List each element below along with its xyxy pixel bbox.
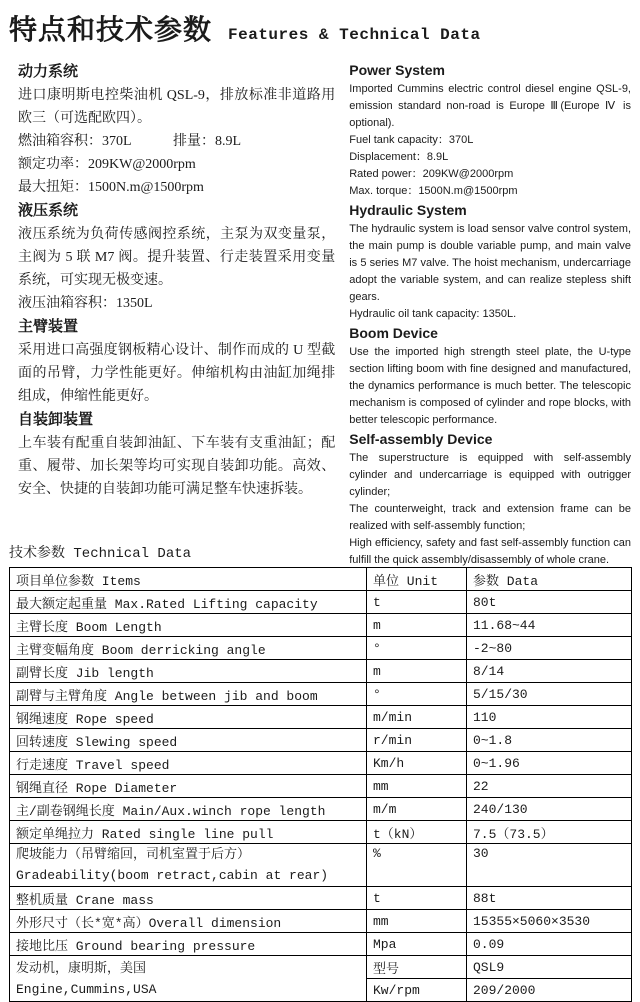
table-row (10, 637, 632, 660)
section-heading-hydraulic-zh: 液压系统 (18, 203, 79, 219)
section-paragraph: 进口康明斯电控柴油机 QSL-9，排放标准非道路用欧三（可选配欧四）。 (18, 88, 336, 126)
unit-cell: 型号 (367, 956, 467, 979)
item-cell (10, 844, 367, 887)
table-row (10, 614, 632, 637)
section-heading-hydraulic-en: Hydraulic System (349, 202, 467, 218)
page-header (9, 6, 631, 52)
unit-cell: m (367, 660, 467, 683)
section-paragraph: Max. torque：1500N.m@1500rpm (349, 185, 518, 197)
table-row (10, 775, 632, 798)
item-cell: 主臂变幅角度 Boom derricking angle (10, 637, 367, 660)
data-cell: 15355×5060×3530 (467, 910, 632, 933)
unit-cell: % (367, 844, 467, 887)
technical-data-table (9, 567, 632, 1002)
item-cell: 主臂长度 Boom Length (10, 614, 367, 637)
section-paragraph: 最大扭矩：1500N.m@1500rpm (18, 180, 204, 195)
table-row (10, 821, 632, 844)
item-line-en: Gradeability(boom retract,cabin at rear) (16, 868, 329, 883)
item-line-zh: 爬坡能力（吊臂缩回，司机室置于后方） (16, 847, 251, 862)
item-cell: 钢绳速度 Rope speed (10, 706, 367, 729)
data-cell: 11.68~44 (467, 614, 632, 637)
table-row (10, 752, 632, 775)
item-cell: 钢绳直径 Rope Diameter (10, 775, 367, 798)
section-paragraph: Hydraulic oil tank capacity: 1350L. (349, 308, 517, 320)
data-cell: 0.09 (467, 933, 632, 956)
table-row-engine (10, 956, 632, 979)
unit-cell: m/min (367, 706, 467, 729)
section-heading-boom-zh: 主臂装置 (18, 319, 79, 335)
data-cell: 8/14 (467, 660, 632, 683)
table-row (10, 798, 632, 821)
unit-cell: t (367, 591, 467, 614)
features-right-column (349, 60, 631, 566)
item-line-en: Engine,Cummins,USA (16, 981, 157, 997)
data-cell: 5/15/30 (467, 683, 632, 706)
section-paragraph: 燃油箱容积：370L 排量：8.9L (18, 134, 242, 149)
table-row (10, 887, 632, 910)
item-line-zh: 发动机，康明斯，美国 (16, 960, 147, 976)
section-paragraph: Use the imported high strength steel plate, the U-type section lifting boom with fine designed and manufactured, the dynamics performance is much better. The telescopic mechanism is composed of cylinder and rope blocks, with better telescopic performance. (349, 346, 631, 426)
item-cell-engine (10, 956, 367, 1002)
table-row (10, 729, 632, 752)
table-row (10, 683, 632, 706)
item-cell: 主/副卷钢绳长度 Main/Aux.winch rope length (10, 798, 367, 821)
unit-cell: Mpa (367, 933, 467, 956)
unit-cell: m/m (367, 798, 467, 821)
data-cell: 88t (467, 887, 632, 910)
unit-cell: t（kN） (367, 821, 467, 844)
item-cell: 整机质量 Crane mass (10, 887, 367, 910)
section-paragraph: 额定功率：209KW@2000rpm (18, 157, 196, 172)
item-cell: 接地比压 Ground bearing pressure (10, 933, 367, 956)
table-row (10, 660, 632, 683)
header-unit: 单位 Unit (367, 568, 467, 591)
section-paragraph: Imported Cummins electric control diesel engine QSL-9, emission standard non-road is Europe Ⅲ(Europe Ⅳ is optional). (349, 83, 631, 129)
item-cell: 副臂与主臂角度 Angle between jib and boom (10, 683, 367, 706)
section-paragraph: Fuel tank capacity：370L (349, 134, 474, 146)
page-title: 特点和技术参数 (9, 14, 213, 45)
unit-cell: Kw/rpm (367, 979, 467, 1002)
section-heading-selfassembly-zh: 自装卸装置 (18, 412, 94, 428)
item-cell: 行走速度 Travel speed (10, 752, 367, 775)
section-paragraph: High efficiency, safety and fast self-assembly function can fulfill the quick assembly/disassembly of whole crane. (349, 537, 631, 566)
data-cell: 240/130 (467, 798, 632, 821)
unit-cell: r/min (367, 729, 467, 752)
technical-data-title: 技术参数 Technical Data (9, 546, 192, 562)
section-paragraph: 上车装有配重自装卸油缸、下车装有支重油缸；配重、履带、加长架等均可实现自装卸功能。高效、安全、快捷的自装卸功能可满足整车快速拆装。 (18, 436, 336, 497)
data-cell: 0~1.96 (467, 752, 632, 775)
header-items: 项目单位参数 Items (10, 568, 367, 591)
unit-cell: m (367, 614, 467, 637)
section-paragraph: 液压油箱容积：1350L (18, 296, 153, 311)
unit-cell: mm (367, 910, 467, 933)
section-paragraph: Displacement：8.9L (349, 151, 449, 163)
section-heading-power-en: Power System (349, 62, 445, 78)
table-row (10, 706, 632, 729)
data-cell: 30 (467, 844, 632, 887)
unit-cell: ° (367, 637, 467, 660)
section-paragraph: 液压系统为负荷传感阀控系统，主泵为双变量泵，主阀为 5 联 M7 阀。提升装置、行走装置采用变量系统，可实现无极变速。 (18, 227, 336, 288)
data-cell: QSL9 (467, 956, 632, 979)
section-paragraph: The superstructure is equipped with self-assembly cylinder and undercarriage is equipped with outrigger cylinder; (349, 452, 631, 498)
item-cell: 回转速度 Slewing speed (10, 729, 367, 752)
table-row (10, 933, 632, 956)
section-paragraph: 采用进口高强度钢板精心设计、制作而成的 U 型截面的吊臂，力学性能更好。伸缩机构由油缸加绳排组成，伸缩性能更好。 (18, 343, 336, 404)
page-title-en: Features & Technical Data (228, 26, 481, 44)
unit-cell: t (367, 887, 467, 910)
unit-cell: mm (367, 775, 467, 798)
table-row-gradeability (10, 844, 632, 887)
table-row (10, 910, 632, 933)
item-cell: 最大额定起重量 Max.Rated Lifting capacity (10, 591, 367, 614)
section-paragraph: Rated power：209KW@2000rpm (349, 168, 514, 180)
data-cell: 80t (467, 591, 632, 614)
data-cell: 7.5（73.5） (467, 821, 632, 844)
data-cell: -2~80 (467, 637, 632, 660)
table-header-row (10, 568, 632, 591)
unit-cell: ° (367, 683, 467, 706)
table-row (10, 591, 632, 614)
data-cell: 110 (467, 706, 632, 729)
section-paragraph: The hydraulic system is load sensor valve control system, the main pump is double variable pump, and main valve is 5 series M7 valve. The hoist mechanism, undercarriage adopt the variable system, and can realize stepless shift gears. (349, 223, 631, 303)
header-data: 参数 Data (467, 568, 632, 591)
features-left-column (9, 60, 335, 498)
item-cell: 副臂长度 Jib length (10, 660, 367, 683)
section-heading-selfassembly-en: Self-assembly Device (349, 431, 493, 447)
unit-cell: Km/h (367, 752, 467, 775)
section-heading-power-zh: 动力系统 (18, 64, 79, 80)
data-cell: 0~1.8 (467, 729, 632, 752)
section-paragraph: The counterweight, track and extension frame can be realized with self-assembly function; (349, 503, 631, 532)
section-heading-boom-en: Boom Device (349, 325, 438, 341)
item-cell: 额定单绳拉力 Rated single line pull (10, 821, 367, 844)
data-cell: 209/2000 (467, 979, 632, 1002)
item-cell: 外形尺寸（长*宽*高）Overall dimension (10, 910, 367, 933)
data-cell: 22 (467, 775, 632, 798)
